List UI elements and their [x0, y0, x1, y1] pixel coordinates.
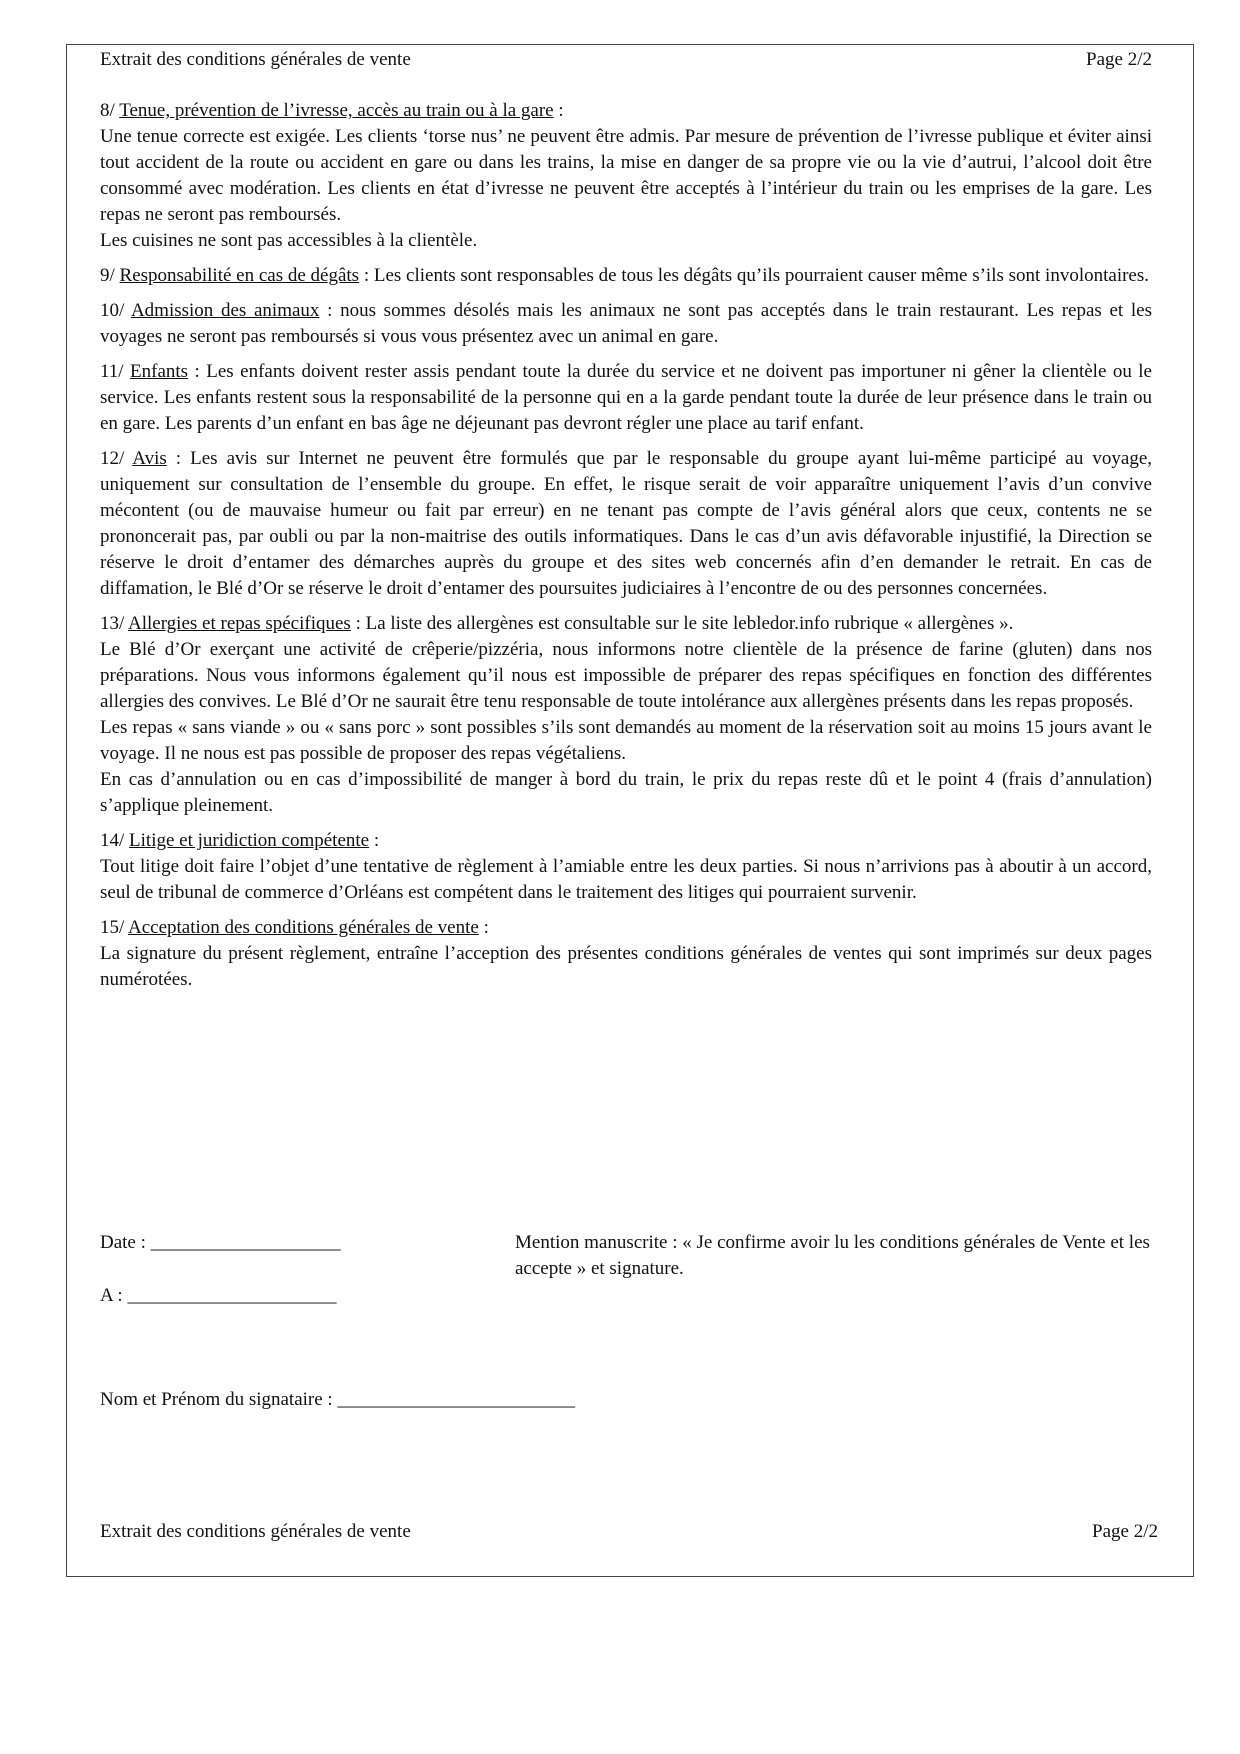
section-number: 8/ — [100, 100, 120, 121]
section-paragraph: En cas d’annulation ou en cas d’impossibilité de manger à bord du train, le prix du repas reste dû et le point 4 (frais d’annulation) s’applique pleinement. — [100, 769, 1152, 816]
section-title: Responsabilité en cas de dégâts — [119, 265, 360, 286]
section-title: Admission des animaux — [130, 300, 320, 321]
section-title: Tenue, prévention de l’ivresse, accès au train ou à la gare — [119, 100, 554, 121]
section-title: Avis — [132, 448, 167, 469]
header-title: Extrait des conditions générales de vente — [100, 49, 411, 70]
section-lead: : Les enfants doivent rester assis pendant toute la durée du service et ne doivent pas importuner ni gêner la clientèle ou le service. Les enfants restent sous la responsabilité de la personne qui en a la garde pendant toute la durée de leur présence dans le train ou en gare. Les parents d’un enfant en bas âge ne déjeunant pas devront régler une place au tarif enfant. — [100, 361, 1152, 434]
section-lead: : Les clients sont responsables de tous les dégâts qu’ils pourraient causer même s’ils sont involontaires. — [359, 265, 1149, 286]
section-lead: : — [369, 830, 380, 851]
document-body — [100, 98, 1152, 1002]
section-paragraph: Le Blé d’Or exerçant une activité de crêperie/pizzéria, nous informons notre clientèle de la présence de farine (gluten) dans nos préparations. Nous vous informons également qu’il nous est impossible de préparer des repas spécifiques en fonction des différentes allergies des convives. Le Blé d’Or ne saurait être tenu responsable de toute intolérance aux allergènes présents dans les repas proposés. — [100, 639, 1152, 712]
section-13 — [100, 611, 1152, 819]
section-lead: : — [553, 100, 564, 121]
section-9 — [100, 263, 1152, 289]
section-paragraph: La signature du présent règlement, entraîne l’acception des présentes conditions générales de ventes qui sont imprimés sur deux pages numérotées. — [100, 943, 1152, 990]
handwritten-mention-instruction: Mention manuscrite : « Je confirme avoir lu les conditions générales de Vente et les accepte » et signature. — [515, 1232, 1150, 1279]
section-lead: : nous sommes désolés mais les animaux ne sont pas acceptés dans le train restaurant. Les repas et les voyages ne seront pas remboursés si vous vous présentez avec un animal en gare. — [100, 300, 1153, 347]
section-number: 10/ — [100, 300, 131, 321]
footer-title: Extrait des conditions générales de vente — [100, 1521, 411, 1542]
section-title: Acceptation des conditions générales de vente — [127, 917, 479, 938]
section-10 — [100, 298, 1152, 350]
section-number: 15/ — [100, 917, 128, 938]
section-title: Allergies et repas spécifiques — [127, 613, 351, 634]
section-8 — [100, 98, 1152, 254]
section-paragraph: Une tenue correcte est exigée. Les clients ‘torse nus’ ne peuvent être admis. Par mesure de prévention de l’ivresse publique et éviter ainsi tout accident de la route ou accident en gare ou dans les trains, la mise en danger de sa propre vie ou la vie d’autrui, l’alcool doit être consommé avec modération. Les clients en état d’ivresse ne peuvent être acceptés à l’intérieur du train ou les emprises de la gare. Les repas ne seront pas remboursés. — [100, 126, 1152, 225]
section-title: Enfants — [130, 361, 189, 382]
place-field[interactable]: A : ______________________ — [100, 1285, 337, 1306]
section-paragraph: Les cuisines ne sont pas accessibles à la clientèle. — [100, 230, 478, 251]
section-11 — [100, 359, 1152, 437]
section-number: 13/ — [100, 613, 128, 634]
section-lead: : — [478, 917, 489, 938]
header-page-number: Page 2/2 — [1086, 49, 1152, 70]
section-number: 11/ — [100, 361, 131, 382]
section-number: 14/ — [100, 830, 130, 851]
section-number: 12/ — [100, 448, 133, 469]
section-15 — [100, 915, 1152, 993]
page-footer — [100, 1520, 1158, 1544]
section-14 — [100, 828, 1152, 906]
signatory-name-field[interactable]: Nom et Prénom du signataire : _________________________ — [100, 1389, 575, 1410]
date-field[interactable]: Date : ____________________ — [100, 1232, 341, 1253]
page-header — [100, 48, 1152, 72]
section-paragraph: Les repas « sans viande » ou « sans porc » sont possibles s’ils sont demandés au moment de la réservation soit au moins 15 jours avant le voyage. Il ne nous est pas possible de proposer des repas végétaliens. — [100, 717, 1152, 764]
section-number: 9/ — [100, 265, 120, 286]
section-12 — [100, 446, 1152, 602]
footer-page-number: Page 2/2 — [1092, 1521, 1158, 1542]
section-lead: : Les avis sur Internet ne peuvent être formulés que par le responsable du groupe ayant lui-même participé au voyage, uniquement sur consultation de l’ensemble du groupe. En effet, le risque serait de voir apparaître uniquement l’avis d’un convive mécontent (ou de mauvaise humeur ou fait par erreur) en ne tenant pas compte de l’avis général alors que ceux, contents ne se prononcerait pas, par oubli ou par la non-maitrise des outils informatiques. Dans le cas d’un avis défavorable injustifié, la Direction se réserve le droit d’entamer des démarches auprès du groupe et des sites web concernés afin d’en demander le retrait. En cas de diffamation, le Blé d’Or se réserve le droit d’entamer des poursuites judiciaires à l’encontre de ou des personnes concernées. — [100, 448, 1153, 599]
section-lead: : La liste des allergènes est consultable sur le site lebledor.info rubrique « allergènes ». — [350, 613, 1014, 634]
section-paragraph: Tout litige doit faire l’objet d’une tentative de règlement à l’amiable entre les deux parties. Si nous n’arrivions pas à aboutir à un accord, seul de tribunal de commerce d’Orléans est compétent dans le traitement des litiges qui pourraient survenir. — [100, 856, 1152, 903]
section-title: Litige et juridiction compétente — [129, 830, 370, 851]
